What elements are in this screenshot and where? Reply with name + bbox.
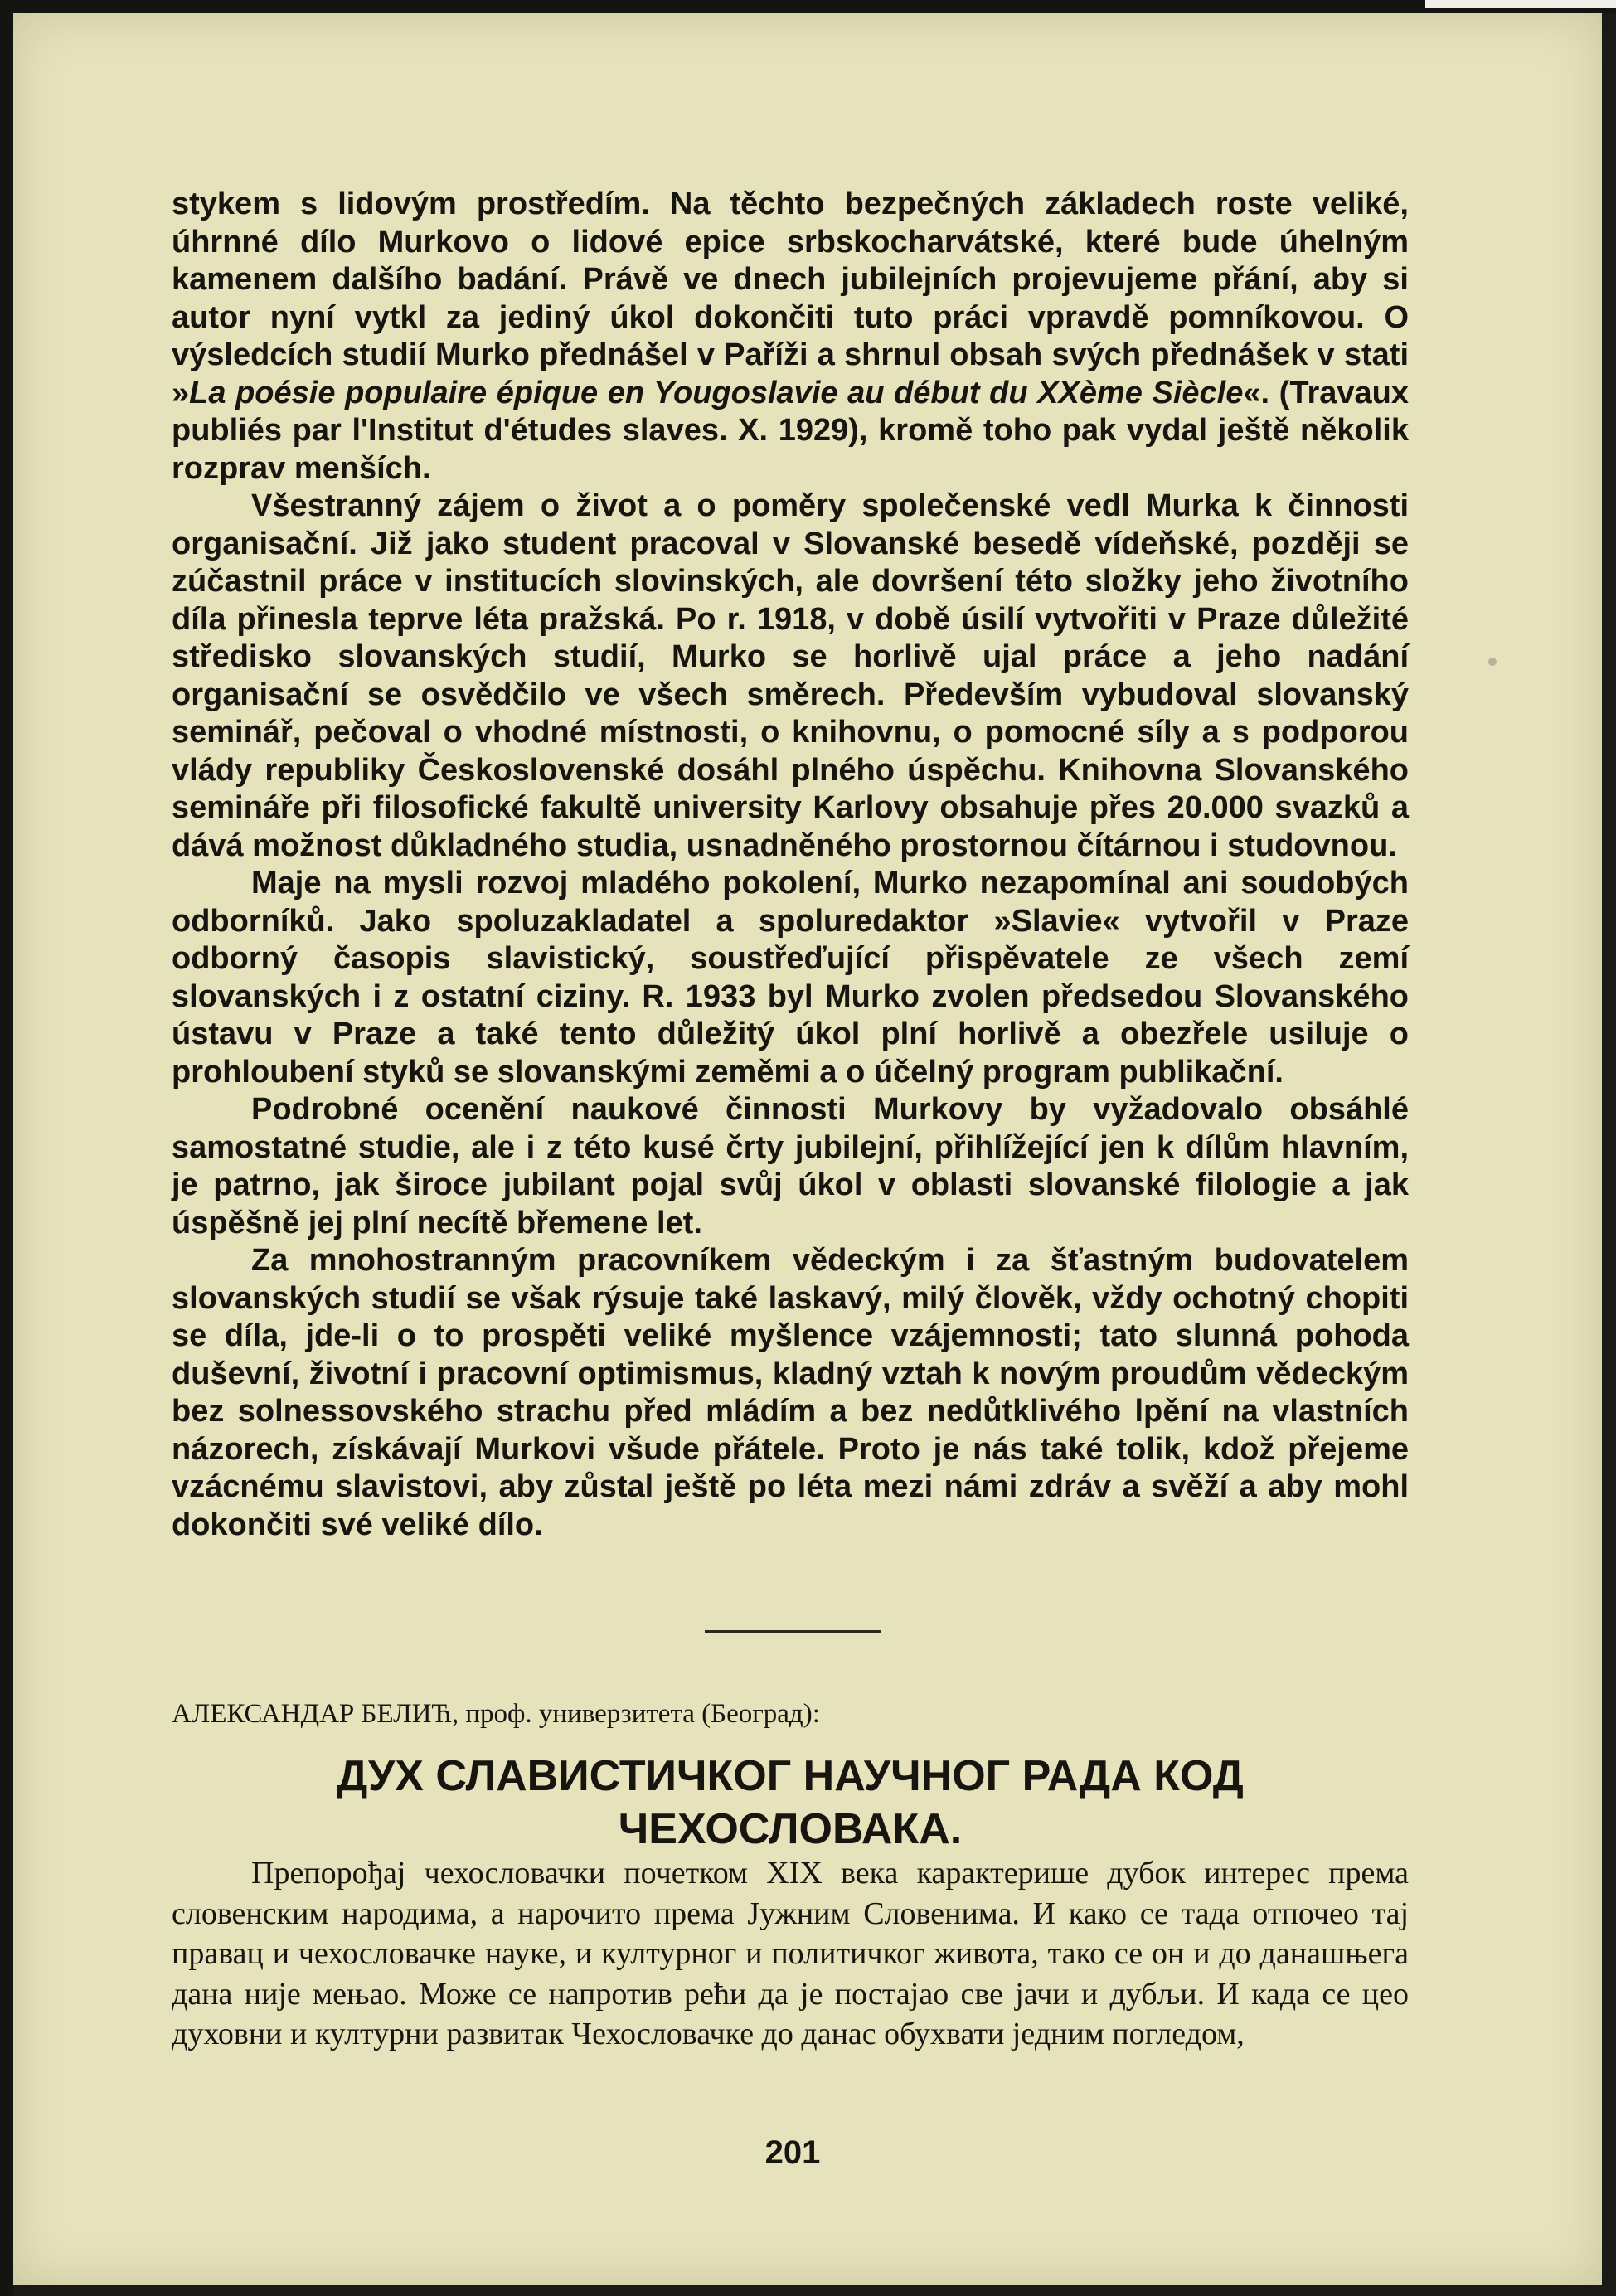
czech-paragraph-3: Maje na mysli rozvoj mladého pokolení, Murko nezapomínal ani soudobých odborníků. Jako spoluzakladatel a spoluredaktor »Slavie« vytvořil v Praze odborný časopis slavistický, soustřeďující přispěvatele ze všech zemí slovanských i z ostatní ciziny. R. 1933 byl Murko zvolen předsedou Slovanského ústavu v Praze a také tento důležitý úkol plní horlivě a obezřele usiluje o prohloubení styků se slovanskými zeměmi a o účelný program publikační. (172, 866, 1409, 1090)
czech-paragraph-2: Všestranný zájem o život a o poměry společenské vedl Murka k činnosti organisační. Již jako student pracoval v Slovanské besedě vídeňské, později se zúčastnil práce v institucích slovinských, ale dovršení této složky jeho životního díla přinesla teprve léta pražská. Po r. 1918, v době úsilí vytvořiti v Praze důležité středisko slovanských studií, Murko se horlivě ujal práce a jeho nadání organisační se osvědčilo ve všech směrech. Především vybudoval slovanský seminář, pečoval o vhodné místnosti, o knihovnu, o pomocné síly a s podporou vlády republiky Československé dosáhl plného úspěchu. Knihovna Slovanského semináře při filosofické fakultě university Karlovy obsahuje přes 20.000 svazků a dává možnost důkladného studia, usnadněného prostornou čítárnou i studovnou. (172, 488, 1409, 863)
paper-speck (1488, 658, 1497, 666)
czech-paragraph-4: Podrobné ocenění naukové činnosti Murkovy by vyžadovalo obsáhlé samostatné studie, ale i z této kusé črty jubilejní, přihlížející jen k dílům hlavním, je patrno, jak široce jubilant pojal svůj úkol v oblasti slovanské filologie a jak úspěšně jej plní necítě břemene let. (172, 1092, 1409, 1240)
czech-paragraph-1 (172, 186, 1409, 488)
scan-top-edge (0, 0, 1616, 13)
serbian-article-body (172, 1853, 1409, 2055)
czech-paragraph-1-text: stykem s lidovým prostředím. Na těchto bezpečných základech roste veliké, úhrnné dílo Murkovo o lidové epice srbskocharvátské, které bude úhelným kamenem dalšího badání. Právě ve dnech jubilejních projevujeme přání, aby si autor nyní vytkl za jediný úkol dokončiti tuto práci vpravdě pomníkovou. O výsledcích studií Murko přednášel v Paříži a shrnul obsah svých přednášek v stati » (172, 187, 1409, 410)
czech-paragraph-5: Za mnohostranným pracovníkem vědeckým i za šťastným budovatelem slovanských studií se však rýsuje také laskavý, milý člověk, vždy ochotný chopiti se díla, jde-li o to prospěti veliké myšlence vzájemnosti; tato slunná pohoda duševní, životní i pracovní optimismus, kladný vztah k novým proudům vědeckým bez solnessovského strachu před mládím a bez nedůtklivého lpění na vlastních názorech, získávají Murkovi všude přátele. Proto je nás také tolik, kdož přejeme vzácnému slavistovi, aby zůstal ještě po léta mezi námi zdráv a svěží a aby mohl dokončiti své veliké dílo. (172, 1243, 1409, 1542)
scan-corner-tab (1425, 0, 1616, 8)
serbian-paragraph-1: Препорођај чехословачки почетком XIX века карактерише дубок интерес према словенским народима, а нарочито према Јужним Словенима. И како се тада отпочео тај правац и чехословачке науке, и културног и политичког живота, тако се он и до данашњега дана није мењао. Може се напротив рећи да је постајао све јачи и дубљи. И када се цео духовни и културни развитак Чехословачке до данас обухвати једним погледом, (172, 1856, 1409, 2052)
czech-paragraph-1-italic-title: La poésie populaire épique en Yougoslavie au début du XXème Siècle (189, 375, 1244, 410)
czech-article-body (172, 186, 1409, 1544)
author-byline: АЛЕКСАНДАР БЕЛИЋ, проф. универзитета (Београд): (172, 1699, 820, 1729)
czech-paragraph-1-end: «. (Travaux publiés par l'Institut d'études slaves. X. 1929), kromě toho pak vydal ještě několik rozprav menších. (172, 375, 1409, 486)
page-number: 201 (764, 2134, 821, 2171)
section-divider-rule (705, 1630, 881, 1633)
scan-spine-edge (0, 0, 13, 2296)
article-title: ДУХ СЛАВИСТИЧКОГ НАУЧНОГ РАДА КОД ЧЕХОСЛОВАКА. (337, 1752, 1244, 1853)
